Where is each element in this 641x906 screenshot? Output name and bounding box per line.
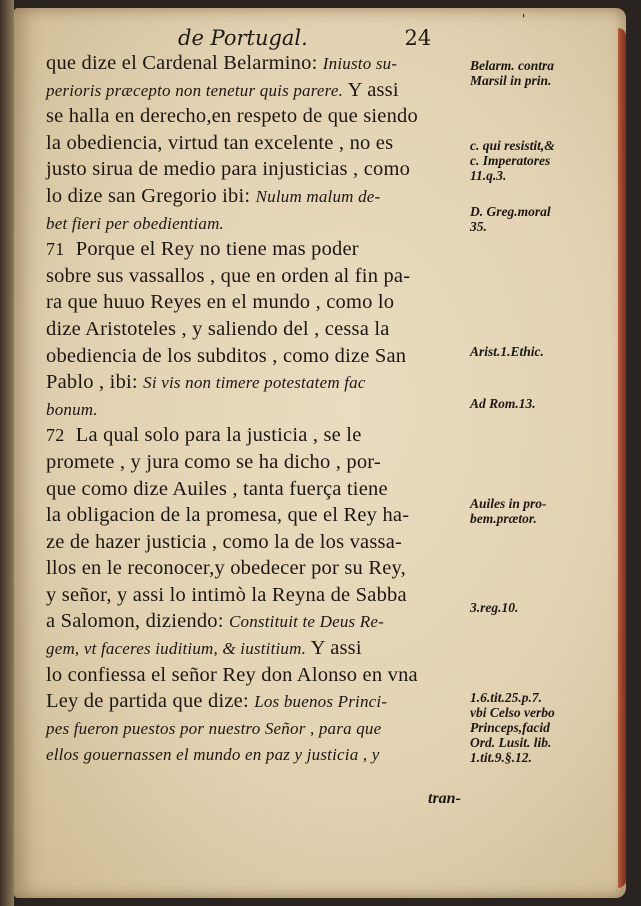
text-segment: pes fueron puestos por nuestro Señor , para que (46, 718, 382, 738)
margin-note-line: 1.tit.9.§.12. (470, 750, 532, 765)
margin-note-line: bem.prætor. (470, 511, 537, 526)
text-line (46, 582, 471, 609)
margin-note-3 (470, 204, 620, 234)
page-number: 24 (404, 26, 432, 50)
text-segment: sobre sus vassallos , que en orden al fin pa- (46, 264, 411, 287)
text-line (46, 156, 471, 183)
text-line (46, 263, 471, 290)
margin-note-line: Princeps,facid (470, 720, 550, 735)
text-line (46, 210, 471, 237)
text-segment: Y assi (306, 637, 362, 660)
text-segment: que como dize Auiles , tanta fuerça tiene (46, 477, 388, 500)
margin-note-line: Marsil in prin. (470, 73, 552, 88)
margin-note-line: 3.reg.10. (470, 600, 519, 615)
text-line (46, 449, 471, 476)
paragraph-number: 71 (46, 239, 65, 260)
text-segment: Ley de partida que dize: (46, 690, 255, 713)
text-segment: bonum. (46, 399, 98, 419)
margin-note-line: c. qui resistit,& (470, 138, 555, 153)
margin-note-1 (470, 58, 620, 88)
text-segment: bet fieri per obedientiam. (46, 213, 224, 233)
text-segment: Porque el Rey no tiene mas poder (70, 238, 359, 261)
margin-note-line: D. Greg.moral (470, 204, 551, 219)
margin-note-line: Ad Rom.13. (470, 396, 536, 411)
text-line (46, 103, 471, 130)
text-segment: la obediencia, virtud tan excelente , no es (46, 131, 394, 154)
text-segment: ze de hazer justicia , como la de los vassa- (46, 530, 403, 553)
text-line (46, 77, 471, 104)
text-segment: Los buenos Princi- (254, 692, 388, 712)
text-segment: ellos gouernassen el mundo en paz y justicia , y (46, 745, 380, 765)
text-line (46, 50, 471, 77)
text-line (46, 635, 471, 662)
text-line (46, 555, 471, 582)
text-segment: y señor, y assi lo intimò la Reyna de Sabba (46, 583, 407, 606)
text-segment: la obligacion de la promesa, que el Rey ha- (46, 504, 410, 527)
text-line (46, 529, 471, 556)
margin-note-line: Arist.1.Ethic. (470, 344, 544, 359)
header-title: de Portugal. (178, 26, 308, 50)
text-line (46, 369, 471, 396)
text-segment: Y assi (343, 78, 399, 101)
margin-note-line: 35. (470, 219, 487, 234)
text-segment: lo dize san Gregorio ibi: (46, 184, 256, 207)
text-line (46, 662, 471, 689)
margin-note-line: Belarm. contra (470, 58, 555, 73)
text-segment: justo sirua de medio para injusticias , como (46, 158, 411, 181)
margin-note-2 (470, 138, 620, 183)
text-line (46, 476, 471, 503)
text-segment: Constituit te Deus Re- (228, 612, 385, 632)
text-segment: obediencia de los subditos , como dize San (46, 344, 407, 367)
text-segment: gem, vt faceres iuditium, & iustitium. (46, 639, 307, 659)
text-line (46, 130, 471, 157)
margin-note-7 (470, 600, 620, 615)
text-segment: llos en le reconocer,y obedecer por su Rey, (46, 557, 406, 580)
text-line (46, 715, 471, 742)
margin-note-line: Ord. Lusit. lib. (470, 735, 552, 750)
text-segment: dize Aristoteles , y saliendo del , cessa la (46, 317, 390, 340)
text-segment: a Salomon, diziendo: (46, 610, 229, 633)
text-segment: lo confiessa el señor Rey don Alonso en vna (46, 663, 418, 686)
text-line (46, 343, 471, 370)
page-mark: ' (522, 12, 526, 26)
paragraph-number: 72 (46, 425, 65, 446)
text-line (46, 741, 471, 768)
margin-note-line: 11.q.3. (470, 168, 507, 183)
margin-note-5 (470, 396, 620, 411)
text-line (46, 236, 471, 263)
text-line (46, 422, 471, 449)
text-segment: Si vis non timere potestatem fac (143, 373, 366, 393)
text-line (46, 688, 471, 715)
text-segment: Nulum malum de- (255, 186, 381, 206)
margin-note-line: Auiles in pro- (470, 496, 547, 511)
text-segment: se halla en derecho,en respeto de que siendo (46, 105, 418, 128)
text-line (46, 608, 471, 635)
text-segment: La qual solo para la justicia , se le (70, 424, 362, 447)
main-text (46, 50, 471, 768)
text-segment: Iniusto su- (322, 54, 398, 73)
margin-note-6 (470, 496, 620, 526)
text-line (46, 183, 471, 210)
text-line (46, 289, 471, 316)
margin-note-4 (470, 344, 620, 359)
margin-note-line: 1.6.tit.25.p.7. (470, 690, 543, 705)
text-line (46, 396, 471, 423)
catchword: tran- (428, 790, 461, 807)
text-segment: ra que huuo Reyes en el mundo , como lo (46, 291, 395, 314)
running-header (178, 26, 478, 50)
margin-note-line: vbi Celso verbo (470, 705, 555, 720)
book-gutter (0, 0, 14, 906)
text-segment: que dize el Cardenal Belarmino: (46, 52, 323, 74)
text-segment: Pablo , ibi: (46, 371, 144, 394)
text-line (46, 316, 471, 343)
margin-note-line: c. Imperatores (470, 153, 551, 168)
text-line (46, 502, 471, 529)
margin-note-8 (470, 690, 620, 765)
text-segment: perioris præcepto non tenetur quis parere. (46, 80, 344, 100)
text-segment: promete , y jura como se ha dicho , por- (46, 450, 381, 473)
